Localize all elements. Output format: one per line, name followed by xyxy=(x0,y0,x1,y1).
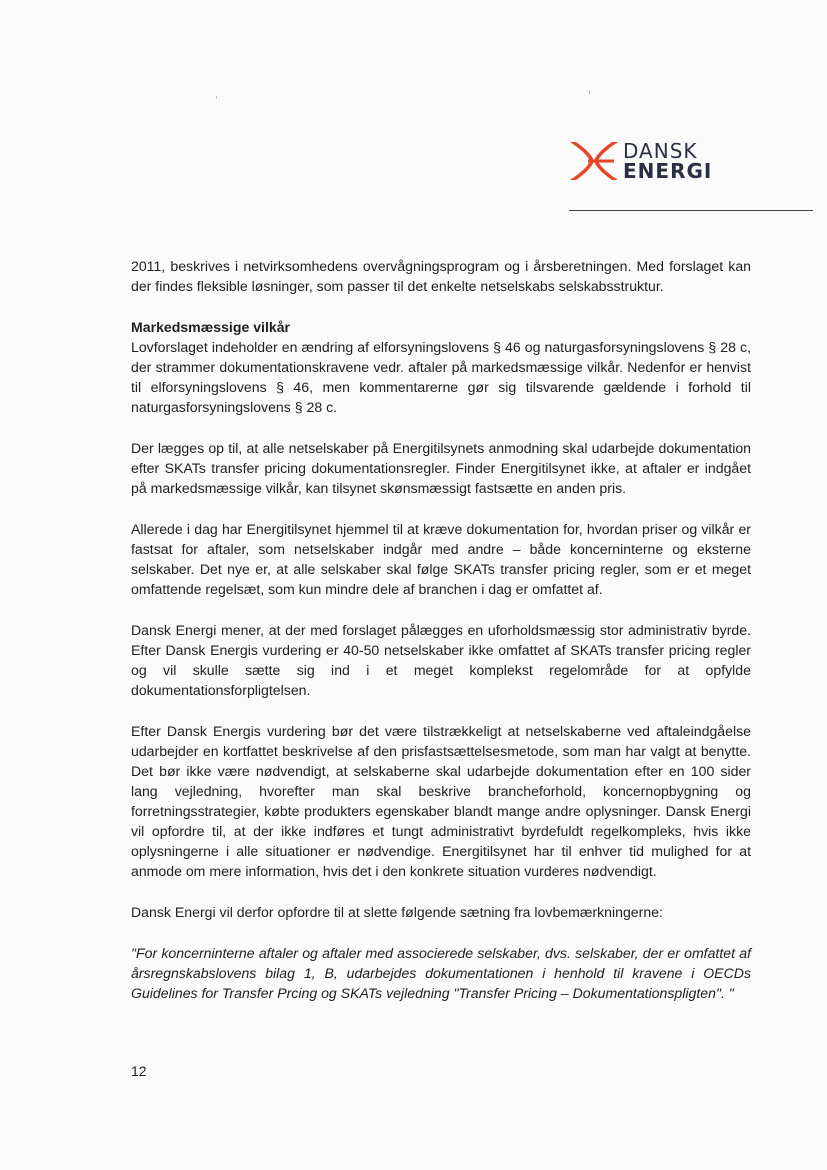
section-heading-markedsmaessige-vilkaar: Markedsmæssige vilkår xyxy=(131,319,291,335)
dansk-energi-logo xyxy=(568,136,712,186)
dansk-energi-mark-icon xyxy=(568,136,620,186)
paragraph-2: Lovforslaget indeholder en ændring af elforsyningslovens § 46 og naturgasforsyningslovens § 28 c, der strammer dokumentationskravene vedr. aftaler på markedsmæssige vilkår. Nedenfor er henvist til elforsyningslovens § 46, men kommentarerne gør sig tilsvarende gældende i forhold til naturgasforsyningslovens § 28 c. xyxy=(131,339,751,415)
paragraph-1: 2011, beskrives i netvirksomhedens overvågningsprogram og i årsberetningen. Med forslaget kan der findes fleksible løsninger, som passer til det enkelte netselskabs selskabsstruktur. xyxy=(131,258,751,294)
scan-speck xyxy=(589,91,590,94)
paragraph-3: Der lægges op til, at alle netselskaber på Energitilsynets anmodning skal udarbejde dokumentation efter SKATs transfer pricing dokumentationsregler. Finder Energitilsynet ikke, at aftaler er indgået på markedsmæssige vilkår, kan tilsynet skønsmæssigt fastsætte en anden pris. xyxy=(131,440,751,496)
paragraph-5: Dansk Energi mener, at der med forslaget pålægges en uforholdsmæssig stor administrativ byrde. Efter Dansk Energis vurdering er 40-50 netselskaber ikke omfattet af SKATs transfer pricing regler og vil skulle sætte sig ind i et meget komplekst regelområde for at opfylde dokumentationsforpligtelsen. xyxy=(131,622,751,698)
logo-line-dansk: DANSK xyxy=(623,139,698,163)
paragraph-7: Dansk Energi vil derfor opfordre til at slette følgende sætning fra lovbemærkningerne: xyxy=(131,904,663,920)
logo-wordmark xyxy=(623,141,712,181)
paragraph-4: Allerede i dag har Energitilsynet hjemmel til at kræve dokumentation for, hvordan priser og vilkår er fastsat for aftaler, som netselskaber indgår med andre – både koncerninterne og eksterne selskaber. Det nye er, at alle selskaber skal følge SKATs transfer pricing regler, som er et meget omfattende regelsæt, som kun mindre dele af branchen i dag er omfattet af. xyxy=(131,521,751,597)
quoted-sentence: "For koncerninterne aftaler og aftaler med associerede selskaber, dvs. selskaber, der er omfattet af årsregnskabslovens bilag 1, B, udarbejdes dokumentationen i henhold til kravene i OECDs Guidelines for Transfer Prcing og SKATs vejledning "Transfer Pricing – Dokumentationspligten". " xyxy=(131,945,751,1001)
logo-line-energi: ENERGI xyxy=(623,159,713,183)
header-divider xyxy=(569,210,813,211)
paragraph-6: Efter Dansk Energis vurdering bør det være tilstrækkeligt at netselskaberne ved aftaleindgåelse udarbejder en kortfattet beskrivelse af den prisfastsættelsesmetode, som man har valgt at benytte. Det bør ikke være nødvendigt, at selskaberne skal udarbejde dokumentation efter en 100 sider lang vejledning, hvorefter man skal beskrive brancheforhold, koncernopbygning og forretningsstrategier, købte produkters egenskaber blandt mange andre oplysninger. Dansk Energi vil opfordre til, at der ikke indføres et tungt administrativt byrdefuldt regelkompleks, hvis ikke oplysningerne i alle situationer er nødvendige. Energitilsynet har til enhver tid mulighed for at anmode om mere information, hvis det i den konkrete situation vurderes nødvendigt. xyxy=(131,723,751,879)
scan-speck xyxy=(216,96,217,99)
document-body xyxy=(131,256,751,1024)
page-number: 12 xyxy=(131,1063,147,1079)
